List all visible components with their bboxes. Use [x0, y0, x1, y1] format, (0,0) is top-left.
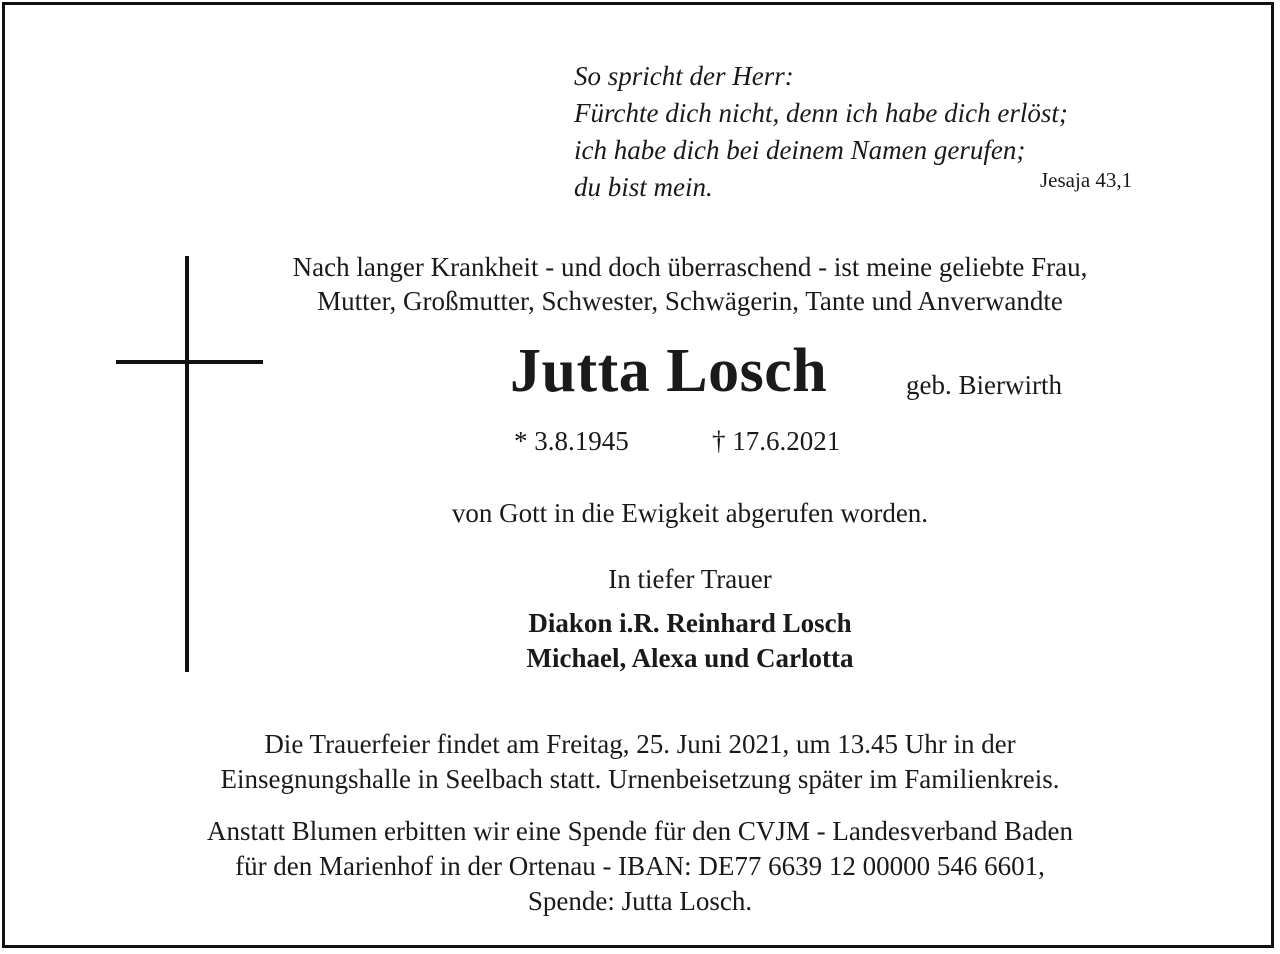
mourning-label: In tiefer Trauer — [608, 564, 772, 594]
verse-line: du bist mein. — [574, 172, 713, 202]
signer-name: Diakon i.R. Reinhard Losch — [528, 608, 852, 638]
called-away-text: von Gott in die Ewigkeit abgerufen worden. — [451, 498, 929, 528]
ceremony-info — [0, 727, 1280, 797]
verse-line: Fürchte dich nicht, denn ich habe dich erlöst; — [574, 98, 1068, 128]
birth-date: * 3.8.1945 — [514, 426, 629, 456]
verse-line: ich habe dich bei deinem Namen gerufen; — [574, 135, 1026, 165]
ceremony-line: Die Trauerfeier findet am Freitag, 25. Juni 2021, um 13.45 Uhr in der — [264, 729, 1016, 759]
donation-info — [0, 814, 1280, 919]
donation-line: Spende: Jutta Losch. — [527, 886, 753, 916]
donation-line: Anstatt Blumen erbitten wir eine Spende für den CVJM - Landesverband Baden — [206, 816, 1074, 846]
deceased-name: Jutta Losch — [510, 337, 828, 405]
maiden-name: geb. Bierwirth — [906, 370, 1062, 400]
ceremony-line: Einsegnungshalle in Seelbach statt. Urnenbeisetzung später im Familienkreis. — [220, 764, 1060, 794]
cross-icon-bar — [116, 360, 263, 364]
verse-reference: Jesaja 43,1 — [1040, 168, 1133, 192]
intro-line: Nach langer Krankheit - und doch überraschend - ist meine geliebte Frau, — [292, 252, 1088, 282]
death-date: † 17.6.2021 — [712, 426, 841, 456]
signers — [50, 606, 1280, 676]
donation-line: für den Marienhof in der Ortenau - IBAN: DE77 6639 12 00000 546 6601, — [235, 851, 1045, 881]
intro-line: Mutter, Großmutter, Schwester, Schwägerin, Tante und Anverwandte — [317, 286, 1063, 316]
signer-name: Michael, Alexa und Carlotta — [526, 643, 854, 673]
verse-line: So spricht der Herr: — [574, 61, 794, 91]
intro-text — [50, 250, 1280, 318]
